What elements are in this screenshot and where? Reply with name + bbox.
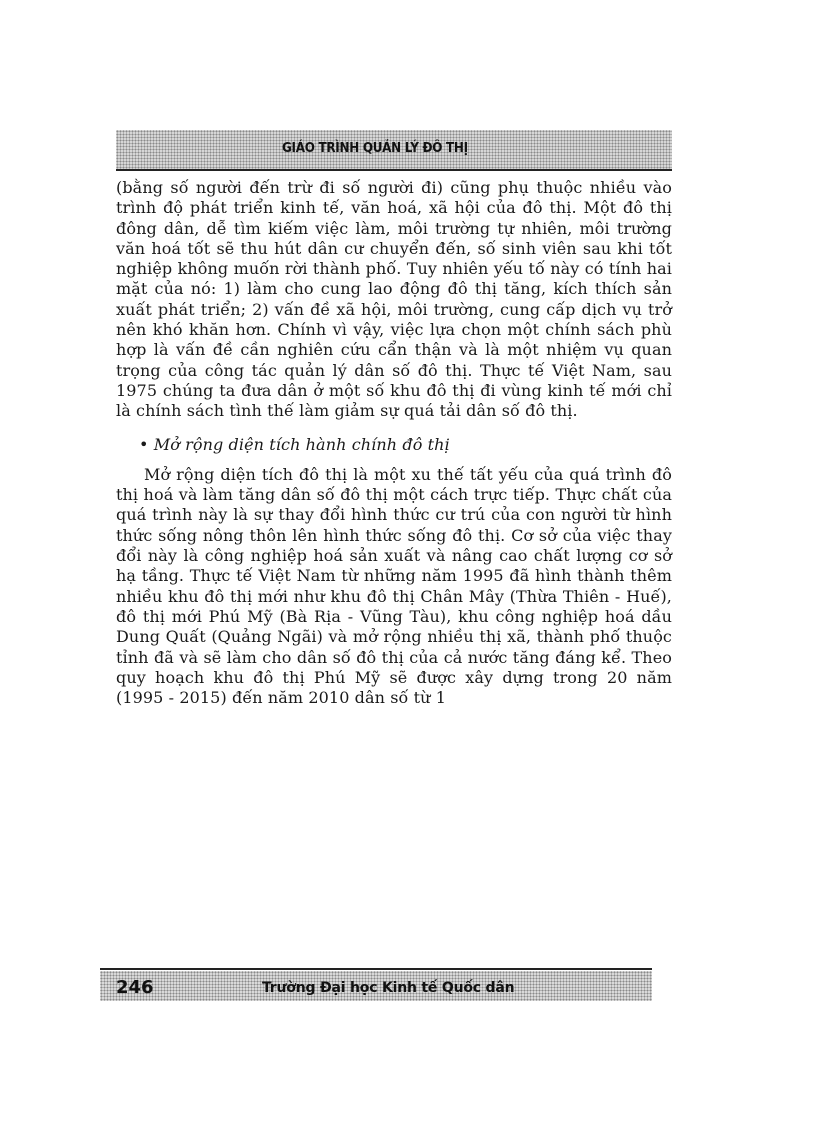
page-body (116, 178, 672, 708)
page-number: 246 (116, 977, 154, 998)
body-paragraph-2: Mở rộng diện tích đô thị là một xu thế tất yếu của quá trình đô thị hoá và làm tăng dân số đô thị một cách trực tiếp. Thực chất của quá trình này là sự thay đổi hình thức cư trú của con người từ hình thức sống nông thôn lên hình thức sống đô thị. Cơ sở của việc thay đổi này là công nghiệp hoá sản xuất và nâng cao chất lượng cơ sở hạ tầng. Thực tế Việt Nam từ những năm 1995 đã hình thành thêm nhiều khu đô thị mới như khu đô thị Chân Mây (Thừa Thiên - Huế), đô thị mới Phú Mỹ (Bà Rịa - Vũng Tàu), khu công nghiệp hoá dầu Dung Quất (Quảng Ngãi) và mở rộng nhiều thị xã, thành phố thuộc tỉnh đã và sẽ làm cho dân số đô thị của cả nước tăng đáng kể. Theo quy hoạch khu đô thị Phú Mỹ sẽ được xây dựng trong 20 năm (1995 - 2015) đến năm 2010 dân số từ 1 (116, 464, 672, 708)
footer-institution: Trường Đại học Kinh tế Quốc dân (262, 980, 515, 996)
footer-rule (100, 968, 652, 970)
body-paragraph-1: (bằng số người đến trừ đi số người đi) cũng phụ thuộc nhiều vào trình độ phát triển kinh tế, văn hoá, xã hội của đô thị. Một đô thị đông dân, dễ tìm kiếm việc làm, môi trường tự nhiên, môi trường văn hoá tốt sẽ thu hút dân cư chuyển đến, số sinh viên sau khi tốt nghiệp không muốn rời thành phố. Tuy nhiên yếu tố này có tính hai mặt của nó: 1) làm cho cung lao động đô thị tăng, kích thích sản xuất phát triển; 2) vấn đề xã hội, môi trường, cung cấp dịch vụ trở nên khó khăn hơn. Chính vì vậy, việc lựa chọn một chính sách phù hợp là vấn đề cần nghiên cứu cẩn thận và là một nhiệm vụ quan trọng của công tác quản lý dân số đô thị. Thực tế Việt Nam, sau 1975 chúng ta đưa dân ở một số khu đô thị đi vùng kinh tế mới chỉ là chính sách tình thế làm giảm sự quá tải dân số đô thị. (116, 178, 672, 421)
section-heading: • Mở rộng diện tích hành chính đô thị (139, 434, 450, 454)
running-header-title: GIÁO TRÌNH QUẢN LÝ ĐÔ THỊ (282, 141, 468, 156)
header-rule (116, 169, 672, 171)
